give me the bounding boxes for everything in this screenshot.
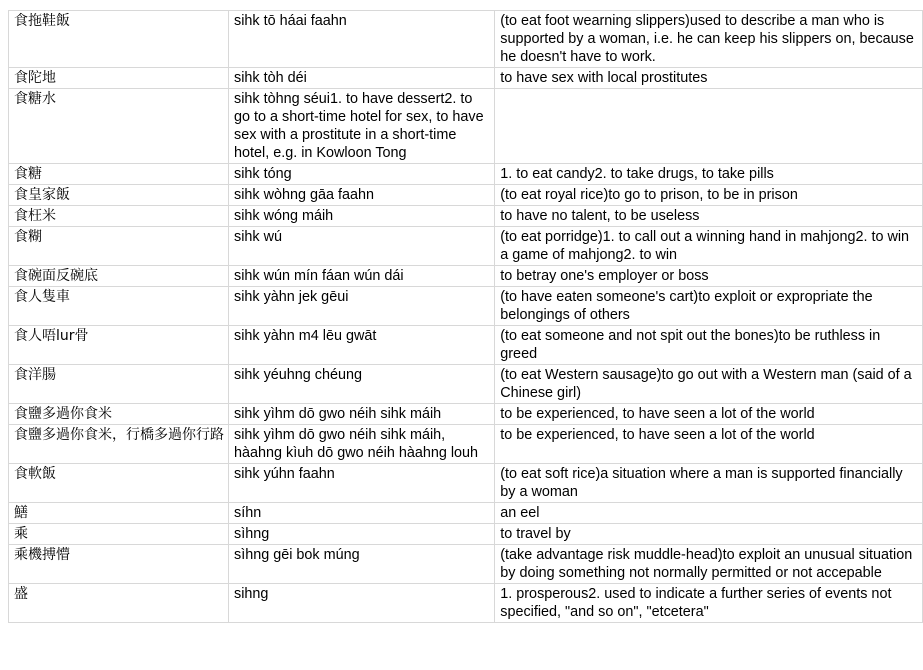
jyutping-cell[interactable]: sihk yàhn jek gēui — [229, 287, 495, 326]
meaning-cell[interactable]: 1. to eat candy2. to take drugs, to take pills — [495, 164, 923, 185]
jyutping-cell[interactable]: sìhng — [229, 524, 495, 545]
term-cell[interactable]: 食枉米 — [9, 206, 229, 227]
meaning-cell[interactable]: to betray one's employer or boss — [495, 266, 923, 287]
meaning-cell[interactable]: (take advantage risk muddle-head)to exploit an unusual situation by doing something not normally permitted or not accepable — [495, 545, 923, 584]
term-cell[interactable]: 盛 — [9, 584, 229, 623]
meaning-cell[interactable]: to travel by — [495, 524, 923, 545]
jyutping-cell[interactable]: sihk tòhng séui1. to have dessert2. to go to a short-time hotel for sex, to have sex with a prostitute in a short-time hotel, e.g. in Kowloon Tong — [229, 89, 495, 164]
table-row — [9, 206, 923, 227]
table-row — [9, 185, 923, 206]
meaning-cell[interactable]: (to eat Western sausage)to go out with a Western man (said of a Chinese girl) — [495, 365, 923, 404]
jyutping-cell[interactable]: sìhng gēi bok múng — [229, 545, 495, 584]
term-cell[interactable]: 食糖 — [9, 164, 229, 185]
table-row — [9, 365, 923, 404]
dictionary-table — [8, 10, 923, 623]
table-row — [9, 326, 923, 365]
table-row — [9, 266, 923, 287]
term-cell[interactable]: 食鹽多過你食米，行橋多過你行路 — [9, 425, 229, 464]
jyutping-cell[interactable]: sihk yàhn m4 lēu gwāt — [229, 326, 495, 365]
term-cell[interactable]: 乘機搏懵 — [9, 545, 229, 584]
meaning-cell[interactable]: (to eat someone and not spit out the bones)to be ruthless in greed — [495, 326, 923, 365]
table-row — [9, 524, 923, 545]
jyutping-cell[interactable]: sihk tóng — [229, 164, 495, 185]
spreadsheet — [8, 10, 923, 623]
meaning-cell[interactable] — [495, 89, 923, 164]
meaning-cell[interactable]: (to eat royal rice)to go to prison, to be in prison — [495, 185, 923, 206]
jyutping-cell[interactable]: sihk wóng máih — [229, 206, 495, 227]
jyutping-cell[interactable]: sihk wú — [229, 227, 495, 266]
jyutping-cell[interactable]: sihk tō háai faahn — [229, 11, 495, 68]
term-cell[interactable]: 食拖鞋飯 — [9, 11, 229, 68]
table-row — [9, 503, 923, 524]
term-cell[interactable]: 食洋腸 — [9, 365, 229, 404]
term-cell[interactable]: 食碗面反碗底 — [9, 266, 229, 287]
term-cell[interactable]: 食人隻車 — [9, 287, 229, 326]
term-cell[interactable]: 食皇家飯 — [9, 185, 229, 206]
term-cell[interactable]: 乘 — [9, 524, 229, 545]
meaning-cell[interactable]: an eel — [495, 503, 923, 524]
table-row — [9, 584, 923, 623]
meaning-cell[interactable]: to be experienced, to have seen a lot of the world — [495, 425, 923, 464]
jyutping-cell[interactable]: sihk tòh déi — [229, 68, 495, 89]
term-cell[interactable]: 食陀地 — [9, 68, 229, 89]
table-row — [9, 11, 923, 68]
jyutping-cell[interactable]: sihk wún mín fáan wún dái — [229, 266, 495, 287]
term-cell[interactable]: 食人唔lur骨 — [9, 326, 229, 365]
jyutping-cell[interactable]: sihk wòhng gāa faahn — [229, 185, 495, 206]
jyutping-cell[interactable]: sihk yúhn faahn — [229, 464, 495, 503]
table-row — [9, 68, 923, 89]
term-cell[interactable]: 食糖水 — [9, 89, 229, 164]
table-row — [9, 425, 923, 464]
table-row — [9, 89, 923, 164]
table-row — [9, 227, 923, 266]
meaning-cell[interactable]: (to have eaten someone's cart)to exploit or expropriate the belongings of others — [495, 287, 923, 326]
jyutping-cell[interactable]: sihk yìhm dō gwo néih sihk máih — [229, 404, 495, 425]
meaning-cell[interactable]: to have sex with local prostitutes — [495, 68, 923, 89]
term-cell[interactable]: 鱔 — [9, 503, 229, 524]
table-row — [9, 287, 923, 326]
table-body — [9, 11, 923, 623]
term-cell[interactable]: 食軟飯 — [9, 464, 229, 503]
table-row — [9, 164, 923, 185]
table-row — [9, 404, 923, 425]
jyutping-cell[interactable]: sihk yéuhng chéung — [229, 365, 495, 404]
term-cell[interactable]: 食糊 — [9, 227, 229, 266]
meaning-cell[interactable]: 1. prosperous2. used to indicate a further series of events not specified, "and so on", "etcetera" — [495, 584, 923, 623]
table-row — [9, 464, 923, 503]
jyutping-cell[interactable]: síhn — [229, 503, 495, 524]
table-row — [9, 545, 923, 584]
jyutping-cell[interactable]: sihng — [229, 584, 495, 623]
meaning-cell[interactable]: to be experienced, to have seen a lot of the world — [495, 404, 923, 425]
meaning-cell[interactable]: (to eat porridge)1. to call out a winning hand in mahjong2. to win a game of mahjong2. to win — [495, 227, 923, 266]
term-cell[interactable]: 食鹽多過你食米 — [9, 404, 229, 425]
jyutping-cell[interactable]: sihk yìhm dō gwo néih sihk máih, hàahng kìuh dō gwo néih hàahng louh — [229, 425, 495, 464]
meaning-cell[interactable]: to have no talent, to be useless — [495, 206, 923, 227]
meaning-cell[interactable]: (to eat soft rice)a situation where a man is supported financially by a woman — [495, 464, 923, 503]
meaning-cell[interactable]: (to eat foot wearning slippers)used to describe a man who is supported by a woman, i.e. he can keep his slippers on, because he doesn't have to work. — [495, 11, 923, 68]
